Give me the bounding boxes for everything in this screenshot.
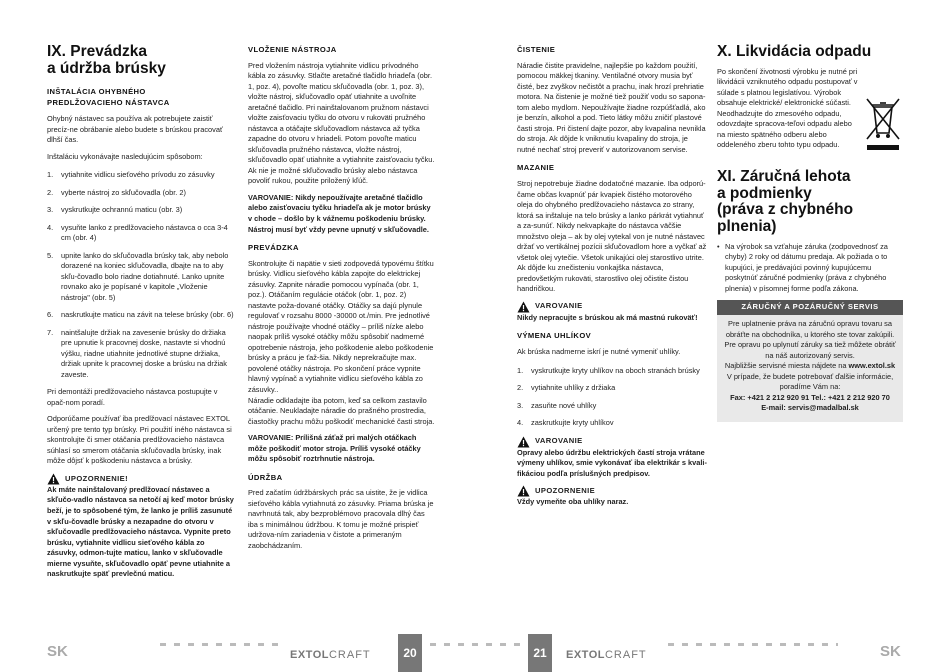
warning-icon [517, 301, 530, 313]
warning-text: Ak máte nainštalovaný predlžovací nástavec a skľučo-vadlo nástavca sa netočí aj keď motor brúsky beží, je to spôsobené tým, že lanko je príliš zasunuté v skľu-čovadle brúsky a nezapadne do otvoru v skľučovadle predlžovacieho nástavca. Vypnite preto brúsku, vytiahnite vidlicu sieťového kábla zo zásuvky, odmon-tujte maticu, lanko v skľučovadle mierne vysuňte, skľučovadlo opäť pevne utiahnite a naskrutkujte späť prevlečnú maticu. [47, 484, 234, 579]
right-page [475, 0, 950, 672]
paragraph: Náradie čistite pravidelne, najlepšie po každom použití, pomocou mäkkej tkaniny. Ventilačné otvory musia byť čisté, bez zvyškov nečistôt a prachu, inak hrozí prehriatie motora. Na čistenie je možné tiež použiť vodu so sapona-tom alebo mydlom. Nepoužívajte žiadne rozpúšťadlá, ako je benzín, alkohol a pod. Tieto látky môžu zničiť plastové časti stroja. Pri čistení dajte pozor, aby kvapalina nevnikla do stroja. Ak dôjde k vniknutiu kvapaliny do stroja, je nutné nechať stroj preveriť v autorizovanom servise. [517, 60, 706, 154]
list-item: • Na výrobok sa vzťahuje záruka (zodpovednosť za chyby) 2 roky od dátumu predaja. Ak požiada o to kupujúci, je predávajúci povinný kupujúcemu poskytnúť záručné podmienky (práva z chybného plnenia) v písomnej forme podľa zákona. [717, 241, 888, 293]
subsection-heading: INŠTALÁCIA OHYBNÉHO PREDLŽOVACIEHO NÁSTAVCA [47, 87, 170, 108]
paragraph: Najbližšie servisné miesta nájdete na www.extol.sk [724, 361, 896, 371]
contact-email[interactable]: E-mail: servis@madalbal.sk [761, 403, 859, 413]
page-number: 20 [398, 634, 422, 672]
contact-phone: Fax: +421 2 212 920 91 Tel.: +421 2 212 920 70 [730, 392, 890, 402]
service-box [717, 300, 903, 421]
warning-icon [517, 436, 530, 448]
page-number: 21 [528, 634, 552, 672]
paragraph: Pred začatím údržbárskych prác sa uistite, že je vidlica sieťového kábla vytiahnutá zo zásuvky. Priama brúska je navrhnutá tak, aby bezproblémovo pracovala dlhý čas iba s minimálnou údržbou. K tomu je možné prispieť udržova-ním zariadenia v čistote a primeraným zaobchádzaním. [248, 488, 434, 550]
warning-text: Vždy vymeňte oba uhlíky naraz. [517, 497, 629, 507]
paragraph: Ak brúska nadmerne iskrí je nutné vymeniť uhlíky. [517, 347, 681, 357]
list-item: 4. vysuňte lanko z predlžovacieho nástavca o cca 3-4 cm (obr. 4) [47, 222, 228, 243]
paragraph: Náradie odkladajte iba potom, keď sa celkom zastavilo otáčanie. Neukladajte náradie do prašného prostredia, čiastočky prachu môžu poškodiť mechanické časti stroja. [248, 395, 435, 426]
list-item: 6. naskrutkujte maticu na závit na telese brúsky (obr. 6) [47, 310, 234, 320]
list-item: 2. vytiahnite uhlíky z držiaka [517, 383, 616, 393]
warning-heading: VAROVANIE [517, 436, 707, 448]
left-col-2 [248, 44, 436, 557]
subsection-heading: ČISTENIE [517, 45, 556, 54]
service-link[interactable]: www.extol.sk [848, 361, 896, 371]
section-title: IX. Prevádzka a údržba brúsky [47, 43, 166, 77]
warning-text: Opravy alebo údržbu elektrických častí stroja vrátane výmeny uhlíkov, smie vykonávať iba elektrikár s kvali-fikáciou podľa príslušných predpisov. [517, 447, 707, 478]
brand-logo: EXTOLCRAFT [290, 649, 371, 661]
paragraph: Po skončení životnosti výrobku je nutné pri likvidácii vzniknutého odpadu postupovať v súlade s platnou legislatívou. Výrobok obsahuje elektrické/ elektronické súčasti. Neodhadzujte do zmesového odpadu, odovzdajte spracova-teľovi odpadu alebo na miesto spätného odberu alebo oddeleného zberu tohto typu odpadu. [717, 66, 858, 150]
warning-text: VAROVANIE: Prílišná záťaž pri malých otáčkach môže poškodiť motor stroja. Príliš vysoké otáčky môžu spôsobiť roztrhnutie nástroja. [248, 433, 421, 464]
paragraph: Pri demontáži predlžovacieho nástavca postupujte v opač-nom poradí. [47, 387, 218, 407]
warning-icon [517, 485, 530, 497]
right-col-1 [517, 44, 707, 514]
paragraph: Pred vložením nástroja vytiahnite vidlicu prívodného kábla zo zásuvky. Stlačte aretačné tlačidlo hriadeľa (obr. 1, poz. 4), povoľte maticu skľučovadla (obr. 1, poz. 3), vložte nástroj, skľučovadlo opäť utiahnite a uvoľnite aretačné tlačidlo. Pri nainštalovanom pružnom nástavci vložte zaisťovaciu tyčku do otvoru v rukoväti pružného nástavca a otáčajte skľučovadlom nástavca až tyčka zapadne do otvoru v hriadeli. Potom povoľte maticu skľučovadla pružného nástavca, vložte nástroj, skľučovadlo opäť utiahnite a vytiahnite zaisťovaciu tyčku. Ak nie je možné skľučovadlo brúsky alebo nástavca povoliť rukou, použite priložený kľúč. [248, 60, 435, 186]
list-item: 7. naintšalujte držiak na zavesenie brúsky do držiaka pre upnutie k pracovnej doske, nastavte si vhodnú výšku, riadne utiahnite jednotlivé stupne držiaka, držiak upnite k pracovnej doske a brúsku na držiak zaveste. [47, 327, 227, 379]
disposal-block [717, 67, 903, 157]
paragraph: Inštaláciu vykonávajte nasledujúcim spôsobom: [47, 151, 203, 161]
right-col-2 [717, 44, 903, 422]
paragraph: Stroj nepotrebuje žiadne dodatočné mazanie. Iba odporú-čame občas kvapnúť pár kvapiek čistého motorového oleja do ohybného predlžovacieho nástavca zo strany, ktorá sa inštaluje na telo brúsky a lanko párkrát vytiahnuť a za-sunúť. Nikdy nekvapkajte do nástavca väčšie množstvo oleja – ak by olej vytekal von je nutné nástavec držať vo vertikálnej pozícii skľučovadlom hore a vyčkať až všetok olej vytečie. Všetok unikajúci olej starostlivo utrite. Ak dôjde ku znečisteniu vonkajška nástavca, predovšetkým rukoväti, starostlivo olej očistite čistou handričkou. [517, 179, 707, 294]
weee-symbol [863, 93, 903, 157]
paragraph: Odporúčame používať iba predlžovací nástavec EXTOL určený pre tento typ brúsky. Pri použití iného nástavca si skontrolujte či smer otáčania predlžovacieho nástavca súhlasí so smerom otáčania skľučovadla brúsky, inak môže dôjsť k poškodeniu nástavca a brúsky. [47, 414, 232, 466]
warning-heading: UPOZORNENIE! [47, 473, 235, 485]
footer-divider [430, 643, 525, 646]
service-box-heading: ZÁRUČNÝ A POZÁRUČNÝ SERVIS [717, 300, 903, 315]
warning-icon [47, 473, 60, 485]
warning-text: Nikdy nepracujte s brúskou ak má mastnú rukoväť! [517, 312, 698, 322]
subsection-heading: PREVÁDZKA [248, 243, 299, 253]
subsection-heading: MAZANIE [517, 163, 555, 173]
language-code: SK [47, 643, 68, 660]
warning-text: VAROVANIE: Nikdy nepoužívajte aretačné tlačidlo alebo zaisťovaciu tyčku hriadeľa ak je motor brúsky v chode – došlo by k vážnemu poškodeniu brúsky. Nástroj musí byť vždy pevne upnutý v skľučovadle. [248, 192, 431, 234]
section-title: X. Likvidácia odpadu [717, 43, 872, 60]
footer [0, 630, 950, 672]
list-item: 1. vyskrutkujte kryty uhlíkov na oboch stranách brúsky [517, 365, 700, 375]
subsection-heading: ÚDRŽBA [248, 472, 283, 482]
list-item: 3. zasuňte nové uhlíky [517, 400, 597, 410]
paragraph: Skontrolujte či napätie v sieti zodpovedá typovému štítku brúsky. Vidlicu sieťového kábla zapojte do elektrickej zásuvky. Zapnite náradie pomocou vypínača (obr. 1, poz.). Otáčaním regulácie otáčok (obr. 1, poz. 2) nastavte poža-dované otáčky. Otáčky sa dajú plynule regulovať v rozsahu 8000 -30000 ot./min. Pre jednotlivé nástroje používajte vhodné otáčky – príliš nízke alebo naopak príliš vysoké otáčky môžu spôsobiť nadmerné opotrebenie nástroja, jeho poškodenie alebo poškodenie brúsky a prácu je ťaž-šia. Nikdy neprekračujte max. povolené otáčky nástroja. Po skončení práce vypnite hlavný vypínač a vytiahnite vidlicu sieťového kábla zo zásuvky.. [248, 258, 434, 394]
paragraph: V prípade, že budete potrebovať ďalšie informácie, poradíme Vám na: [726, 371, 894, 392]
paragraph: Ohybný nástavec sa používa ak potrebujete zaistiť precíz-ne obrábanie alebo budete s brúskou pracovať dlhší čas. [47, 114, 223, 145]
brush-steps [517, 366, 707, 429]
list-item: 4. zaskrutkujte kryty uhlíkov [517, 418, 614, 428]
subsection-heading: VÝMENA UHLÍKOV [517, 331, 592, 341]
list-item: 1. vytiahnite vidlicu sieťového prívodu zo zásuvky [47, 170, 215, 180]
list-item: 3. vyskrutkujte ochrannú maticu (obr. 3) [47, 205, 183, 215]
subsection-heading: VLOŽENIE NÁSTROJA [248, 45, 337, 54]
warning-heading: UPOZORNENIE [517, 485, 707, 497]
crossed-bin-icon [863, 93, 903, 151]
install-steps [47, 170, 235, 380]
language-code: SK [880, 643, 901, 660]
footer-divider [668, 643, 838, 646]
section-title: XI. Záručná lehota a podmienky (práva z chybného plnenia) [717, 167, 854, 236]
list-item: 5. upnite lanko do skľučovadla brúsky tak, aby nebolo dorazené na koniec skľučovadla, dbajte na to aby skľu-čovadlo bolo riadne dotiahnuté. Lanko upnite rovnako ako je popísané v kapitole „Vloženie nástroja" (obr. 5) [47, 250, 229, 302]
brand-logo: EXTOLCRAFT [566, 649, 647, 661]
paragraph: Pre uplatnenie práva na záručnú opravu tovaru sa obráťte na obchodníka, u ktorého ste tovar zakúpili. Pre opravu po uplynutí záruky sa tiež môžete obrátiť na náš autorizovaný servis. [724, 319, 896, 360]
list-item: 2. vyberte nástroj zo skľučovadla (obr. 2) [47, 187, 186, 197]
left-col-1 [47, 44, 235, 586]
warning-heading: VAROVANIE [517, 301, 707, 313]
footer-divider [160, 643, 285, 646]
